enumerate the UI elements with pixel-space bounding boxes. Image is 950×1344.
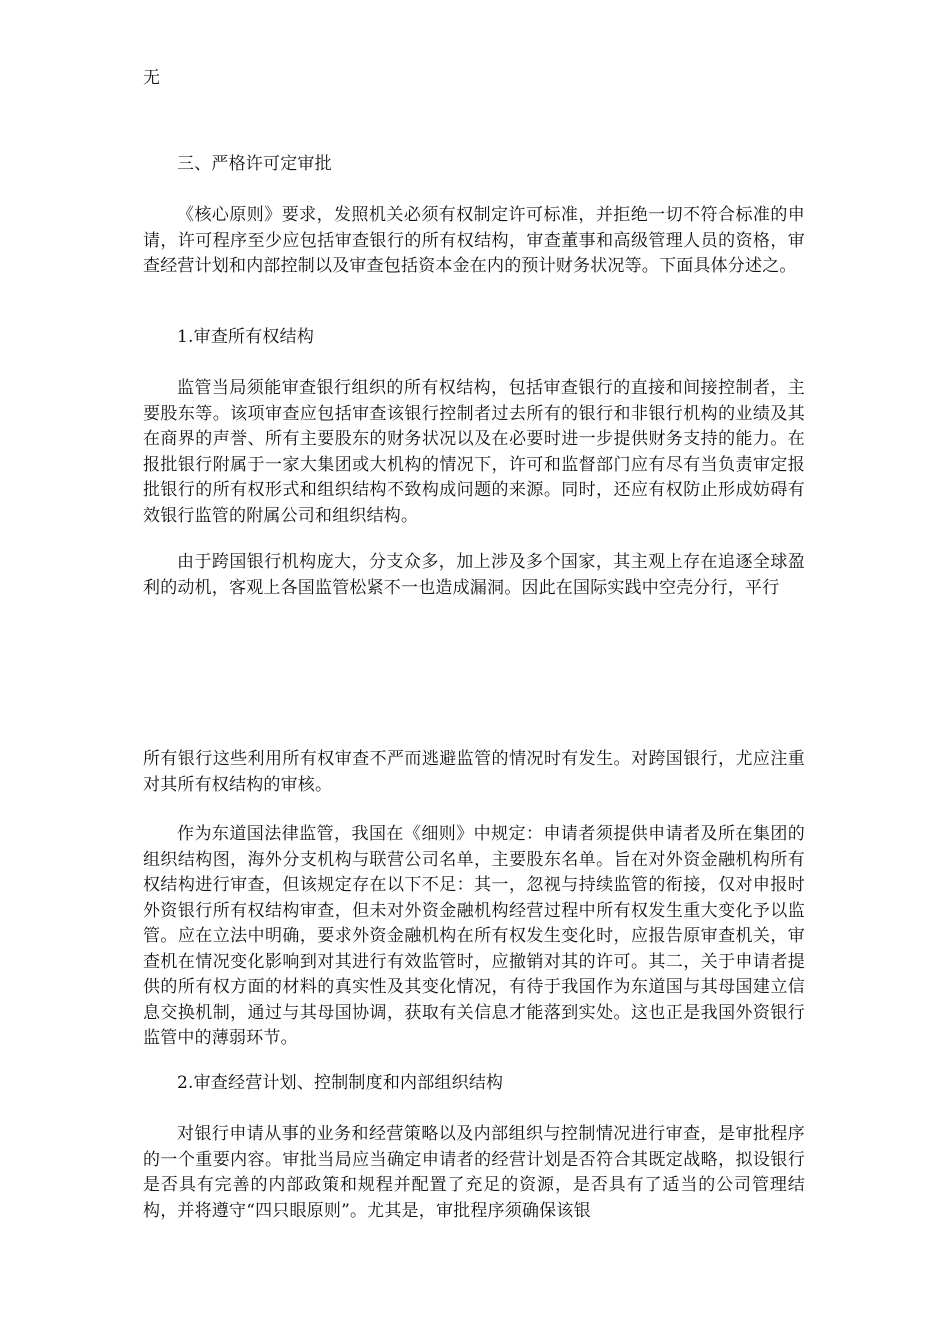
subsection-2-title: 2.审查经营计划、控制制度和内部组织结构 xyxy=(177,1073,504,1093)
subsection-1-paragraph-1: 监管当局须能审查银行组织的所有权结构，包括审查银行的直接和间接控制者，主要股东等。该项审查应包括审查该银行控制者过去所有的银行和非银行机构的业绩及其在商界的声誉、所有主要股东的财务状况以及在必要时进一步提供财务支持的能力。在报批银行附属于一家大集团或大机构的情况下，许可和监督部门应有尽有当负责审定报批银行的所有权形式和组织结构不致构成问题的来源。同时，还应有权防止形成妨碍有效银行监管的附属公司和组织结构。 xyxy=(143,378,805,526)
subsection-2-paragraph-1: 对银行申请从事的业务和经营策略以及内部组织与控制情况进行审查，是审批程序的一个重要内容。审批当局应当确定申请者的经营计划是否符合其既定战略，拟设银行是否具有完善的内部政策和规程并配置了充足的资源，是否具有了适当的公司管理结构，并将遵守“四只眼原则”。尤其是，审批程序须确保该银 xyxy=(143,1124,805,1221)
subsection-1-paragraph-3: 作为东道国法律监管，我国在《细则》中规定：申请者须提供申请者及所在集团的组织结构图，海外分支机构与联营公司名单，主要股东名单。旨在对外资金融机构所有权结构进行审查，但该规定存在以下不足：其一，忽视与持续监管的衔接，仅对申报时外资银行所有权结构审查，但未对外资金融机构经营过程中所有权发生重大变化予以监管。应在立法中明确，要求外资金融机构在所有权发生变化时，应报告原审查机关，审查机在情况变化影响到对其进行有效监管时，应撤销对其的许可。其二，关于申请者提供的所有权方面的材料的真实性及其变化情况，有待于我国作为东道国与其母国建立信息交换机制，通过与其母国协调，获取有关信息才能落到实处。这也正是我国外资银行监管中的薄弱环节。 xyxy=(143,824,805,1048)
subsection-1-paragraph-2-part-1: 由于跨国银行机构庞大，分支众多，加上涉及多个国家，其主观上存在追逐全球盈利的动机，客观上各国监管松紧不一也造成漏洞。因此在国际实践中空壳分行，平行 xyxy=(143,552,805,598)
subsection-1-paragraph-2-part-2: 所有银行这些利用所有权审查不严而逃避监管的情况时有发生。对跨国银行，尤应注重对其所有权结构的审核。 xyxy=(143,749,805,795)
section-title: 三、严格许可定审批 xyxy=(177,154,332,174)
intro-paragraph: 《核心原则》要求，发照机关必须有权制定许可标准，并拒绝一切不符合标准的申请，许可程序至少应包括审查银行的所有权结构，审查董事和高级管理人员的资格，审查经营计划和内部控制以及审查包括资本金在内的预计财务状况等。下面具体分述之。 xyxy=(143,205,805,276)
top-note: 无 xyxy=(143,68,160,88)
subsection-1-title: 1.审查所有权结构 xyxy=(177,327,315,347)
